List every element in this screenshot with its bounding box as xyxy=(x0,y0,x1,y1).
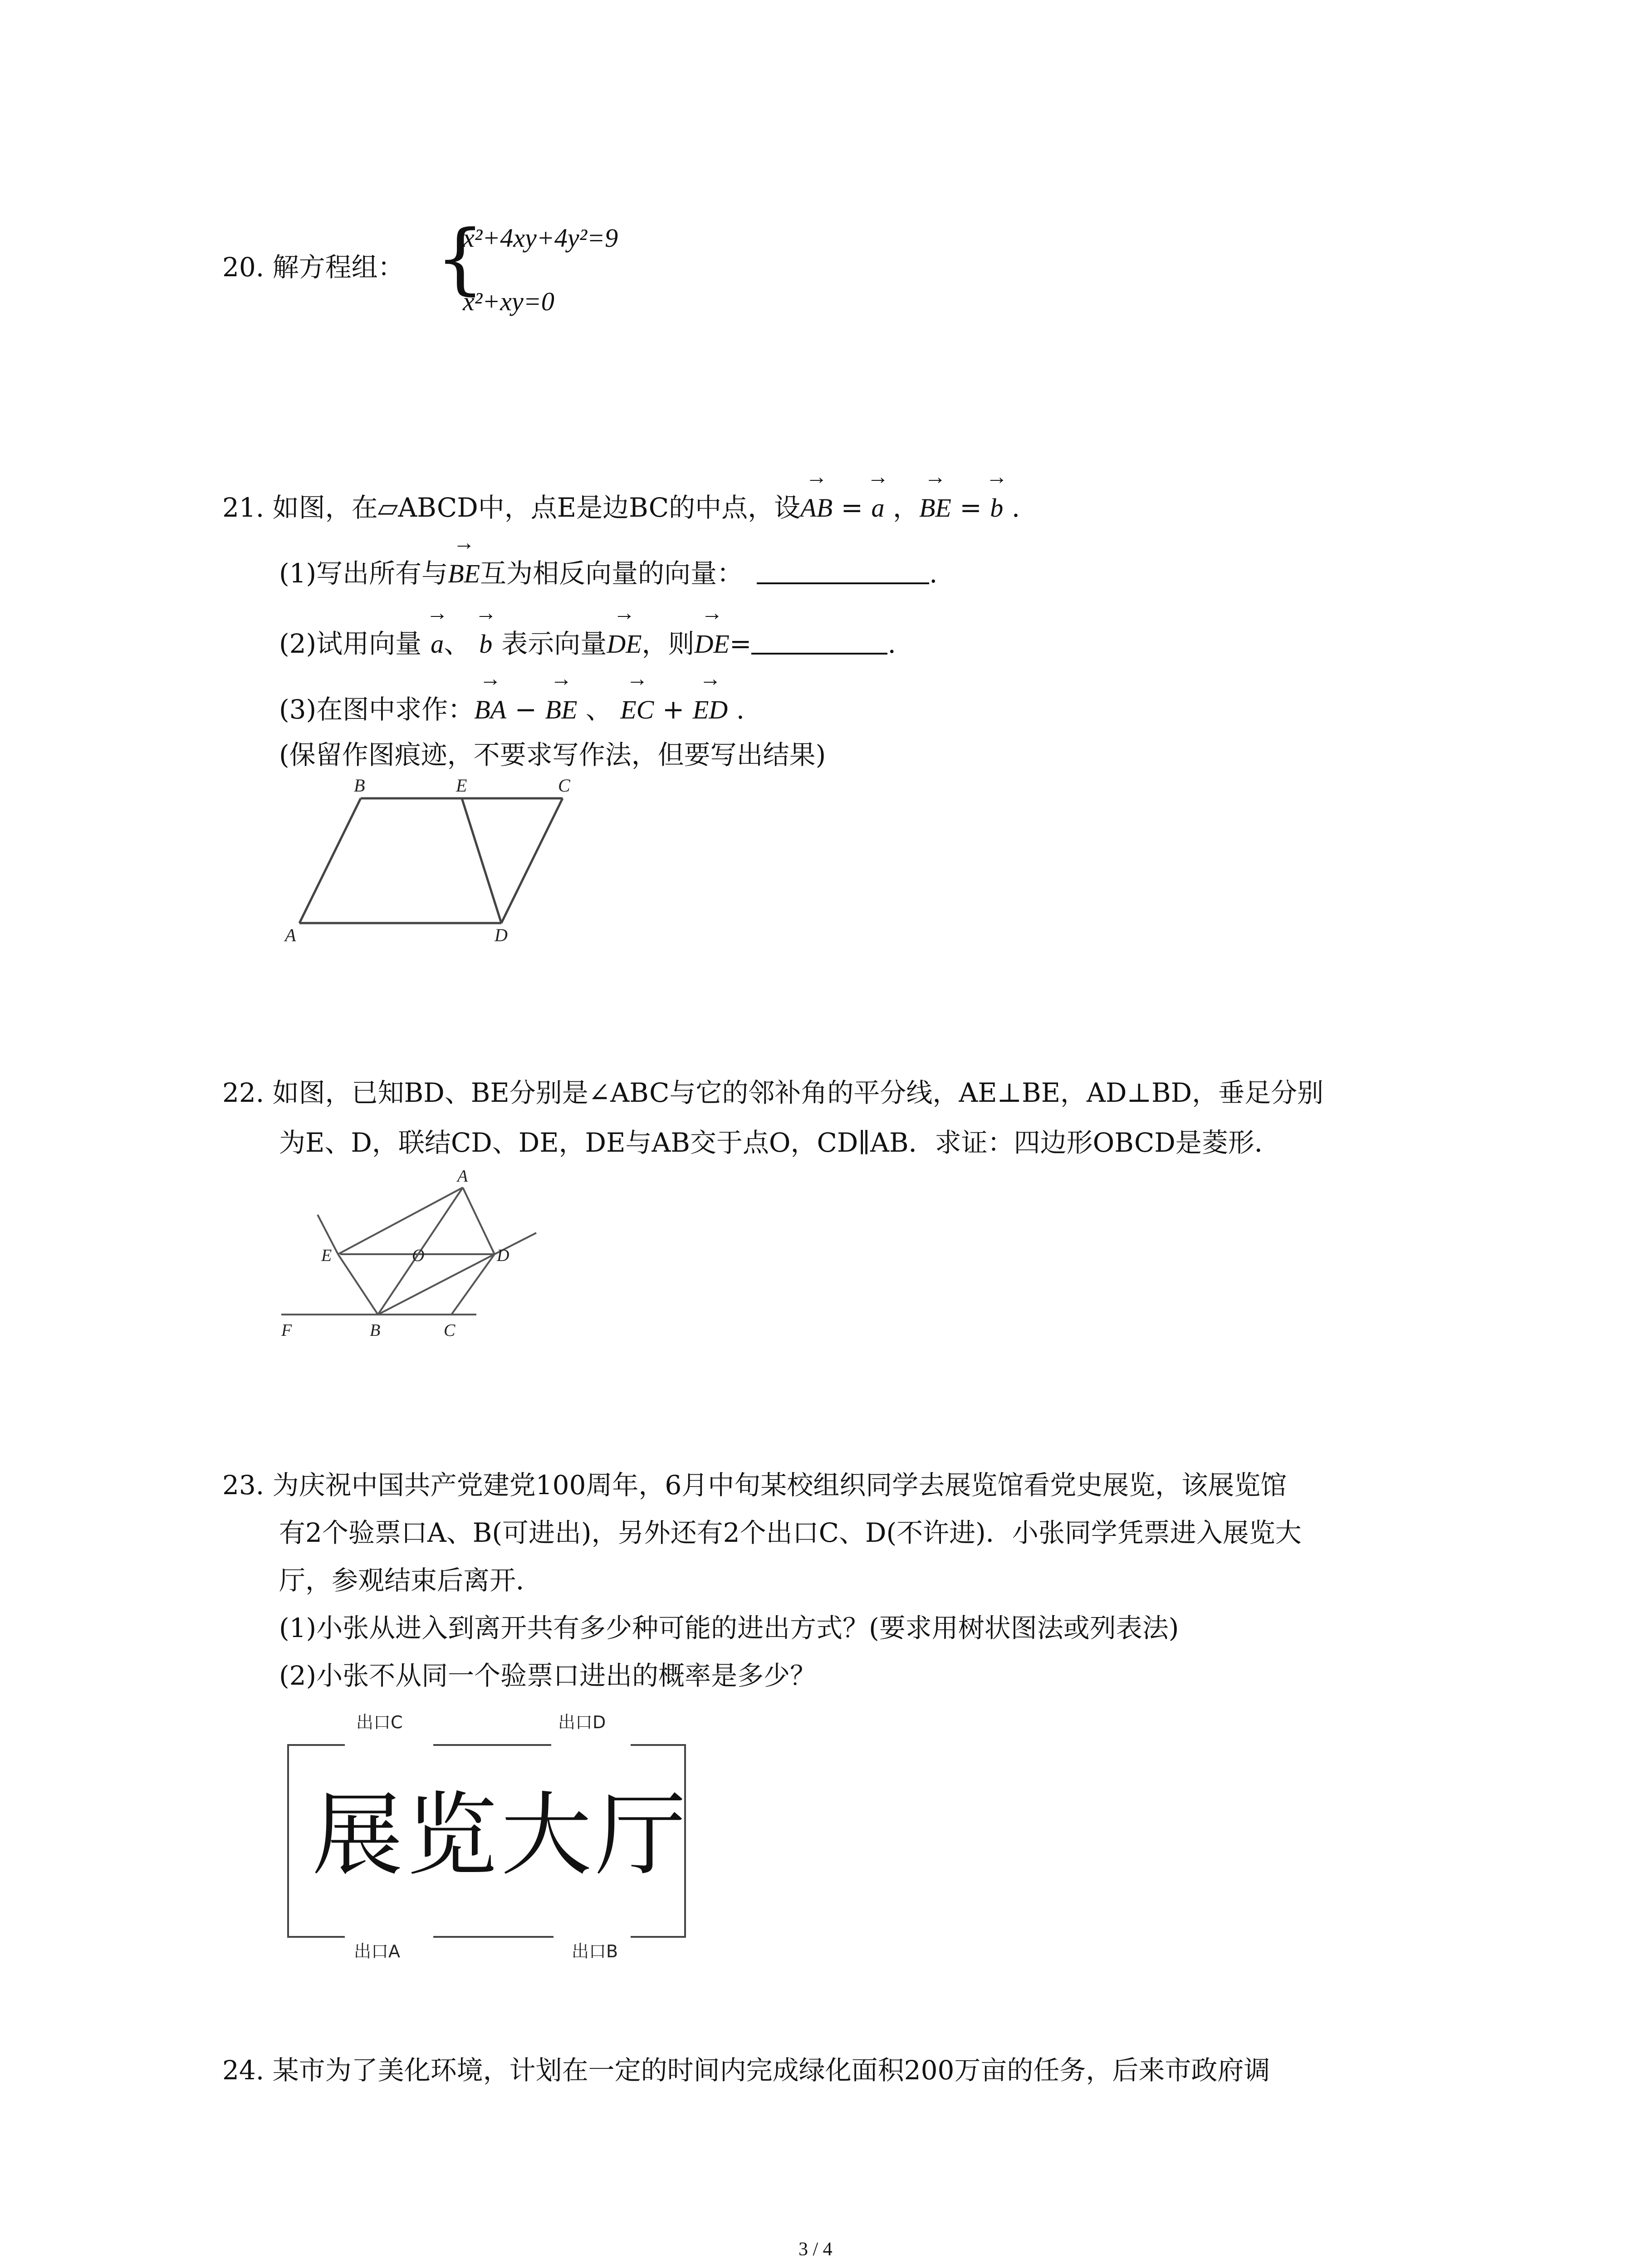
q21-note: (保留作图痕迹，不要求写作法，但要写出结果) xyxy=(279,739,826,770)
segment-be xyxy=(338,1254,378,1315)
page-number: 3 / 4 xyxy=(798,2239,833,2260)
q20-prefix: 20. 解方程组： xyxy=(222,252,404,283)
segment-cd xyxy=(451,1254,495,1315)
period: . xyxy=(728,694,745,725)
q21-part-2-prefix: (2)试用向量 xyxy=(279,628,422,659)
label-f: F xyxy=(281,1321,292,1340)
label-e: E xyxy=(321,1246,332,1265)
period: . xyxy=(929,558,938,589)
vector-de: → DE xyxy=(607,628,642,660)
exhibition-hall-figure xyxy=(272,1701,699,1973)
period: . xyxy=(887,628,896,659)
vector-b: → b xyxy=(990,492,1003,524)
vector-ec: → EC xyxy=(620,694,654,726)
vector-be: → BE xyxy=(919,492,951,524)
segment-cd xyxy=(501,798,563,923)
q20-equation-1: x²+4xy+4y²=9 xyxy=(463,223,618,253)
period: . xyxy=(1003,492,1020,523)
segment-ed xyxy=(462,798,501,923)
answer-blank-1[interactable] xyxy=(757,558,929,584)
q21-part-2-mid: 表示向量 xyxy=(501,628,607,659)
vector-a: → a xyxy=(431,628,444,660)
label-a: A xyxy=(457,1167,468,1186)
q21-part-1-prefix: (1)写出所有与 xyxy=(279,558,448,589)
q24-line-1: 24. 某市为了美化环境，计划在一定的时间内完成绿化面积200万亩的任务，后来市政府调 xyxy=(222,2055,1270,2086)
q22-line-2: 为E、D，联结CD、DE，DE与AB交于点O，CD∥AB．求证：四边形OBCD是菱形． xyxy=(279,1127,1281,1158)
separator: 、 xyxy=(577,694,621,725)
separator: 、 xyxy=(444,628,470,659)
label-b: B xyxy=(354,778,365,796)
vector-ba: → BA xyxy=(474,694,506,726)
q21-part-3-prefix: (3)在图中求作： xyxy=(279,694,475,725)
q21-intro: 21. 如图，在▱ABCD中，点E是边BC的中点，设 xyxy=(222,492,801,523)
q23-line-3: 厅，参观结束后离开． xyxy=(279,1565,543,1596)
q23-question-1: (1)小张从进入到离开共有多少种可能的进出方式？(要求用树状图法或列表法) xyxy=(279,1613,1179,1643)
q22-line-1: 22. 如图，已知BD、BE分别是∠ABC与它的邻补角的平分线，AE⊥BE，AD⊥BD，垂足分别 xyxy=(222,1077,1324,1108)
vector-b: → b xyxy=(479,628,492,660)
q21-stem xyxy=(222,492,1020,524)
segment-bd xyxy=(378,1254,495,1315)
label-d: D xyxy=(497,1246,509,1265)
q21-part-2 xyxy=(279,628,896,660)
q23-line-1: 23. 为庆祝中国共产党建党100周年，6月中旬某校组织同学去展览馆看党史展览，该展览馆 xyxy=(222,1470,1287,1501)
label-e: E xyxy=(456,778,467,796)
label-a: A xyxy=(285,925,296,945)
segment-ba xyxy=(299,798,361,923)
label-o: O xyxy=(412,1246,425,1265)
q21-part-1 xyxy=(279,558,937,590)
vector-a: → a xyxy=(872,492,885,524)
q21-part-3 xyxy=(279,694,745,726)
q23-line-2: 有2个验票口A、B(可进出)，另外还有2个出口C、D(不许进)．小张同学凭票进入展览大 xyxy=(279,1517,1302,1548)
q20-equation-2: x²+xy=0 xyxy=(463,287,554,316)
vector-ed: → ED xyxy=(693,694,728,726)
exit-a-label: 出口A xyxy=(354,1941,400,1961)
label-c: C xyxy=(444,1321,456,1340)
equals-sign: = xyxy=(951,492,990,523)
plus-sign: + xyxy=(654,694,693,725)
vector-be: → BE xyxy=(448,558,480,590)
q23-question-2: (2)小张不从同一个验票口进出的概率是多少？ xyxy=(279,1660,817,1691)
rhombus-figure xyxy=(272,1166,554,1347)
exit-b-label: 出口B xyxy=(572,1941,618,1961)
q21-part-2-then: ，则 xyxy=(642,628,695,659)
hall-title: 展览大厅 xyxy=(312,1783,690,1888)
segment-ad xyxy=(463,1188,495,1254)
q20-brace: { xyxy=(436,214,485,303)
segment-ea xyxy=(338,1188,463,1254)
equals-sign: = xyxy=(833,492,872,523)
answer-blank-2[interactable] xyxy=(751,628,887,655)
vector-be: → BE xyxy=(545,694,578,726)
q21-part-1-suffix: 互为相反向量的向量： xyxy=(480,558,744,589)
minus-sign: − xyxy=(506,694,545,725)
label-d: D xyxy=(495,925,508,945)
exit-d-label: 出口D xyxy=(558,1712,606,1732)
equals-sign: = xyxy=(729,628,752,659)
comma: ， xyxy=(884,492,919,523)
vector-ab: → AB xyxy=(800,492,833,524)
exit-c-label: 出口C xyxy=(356,1712,403,1732)
label-b: B xyxy=(370,1321,381,1340)
parallelogram-figure xyxy=(272,778,590,950)
label-c: C xyxy=(558,778,570,796)
vector-de: → DE xyxy=(695,628,730,660)
